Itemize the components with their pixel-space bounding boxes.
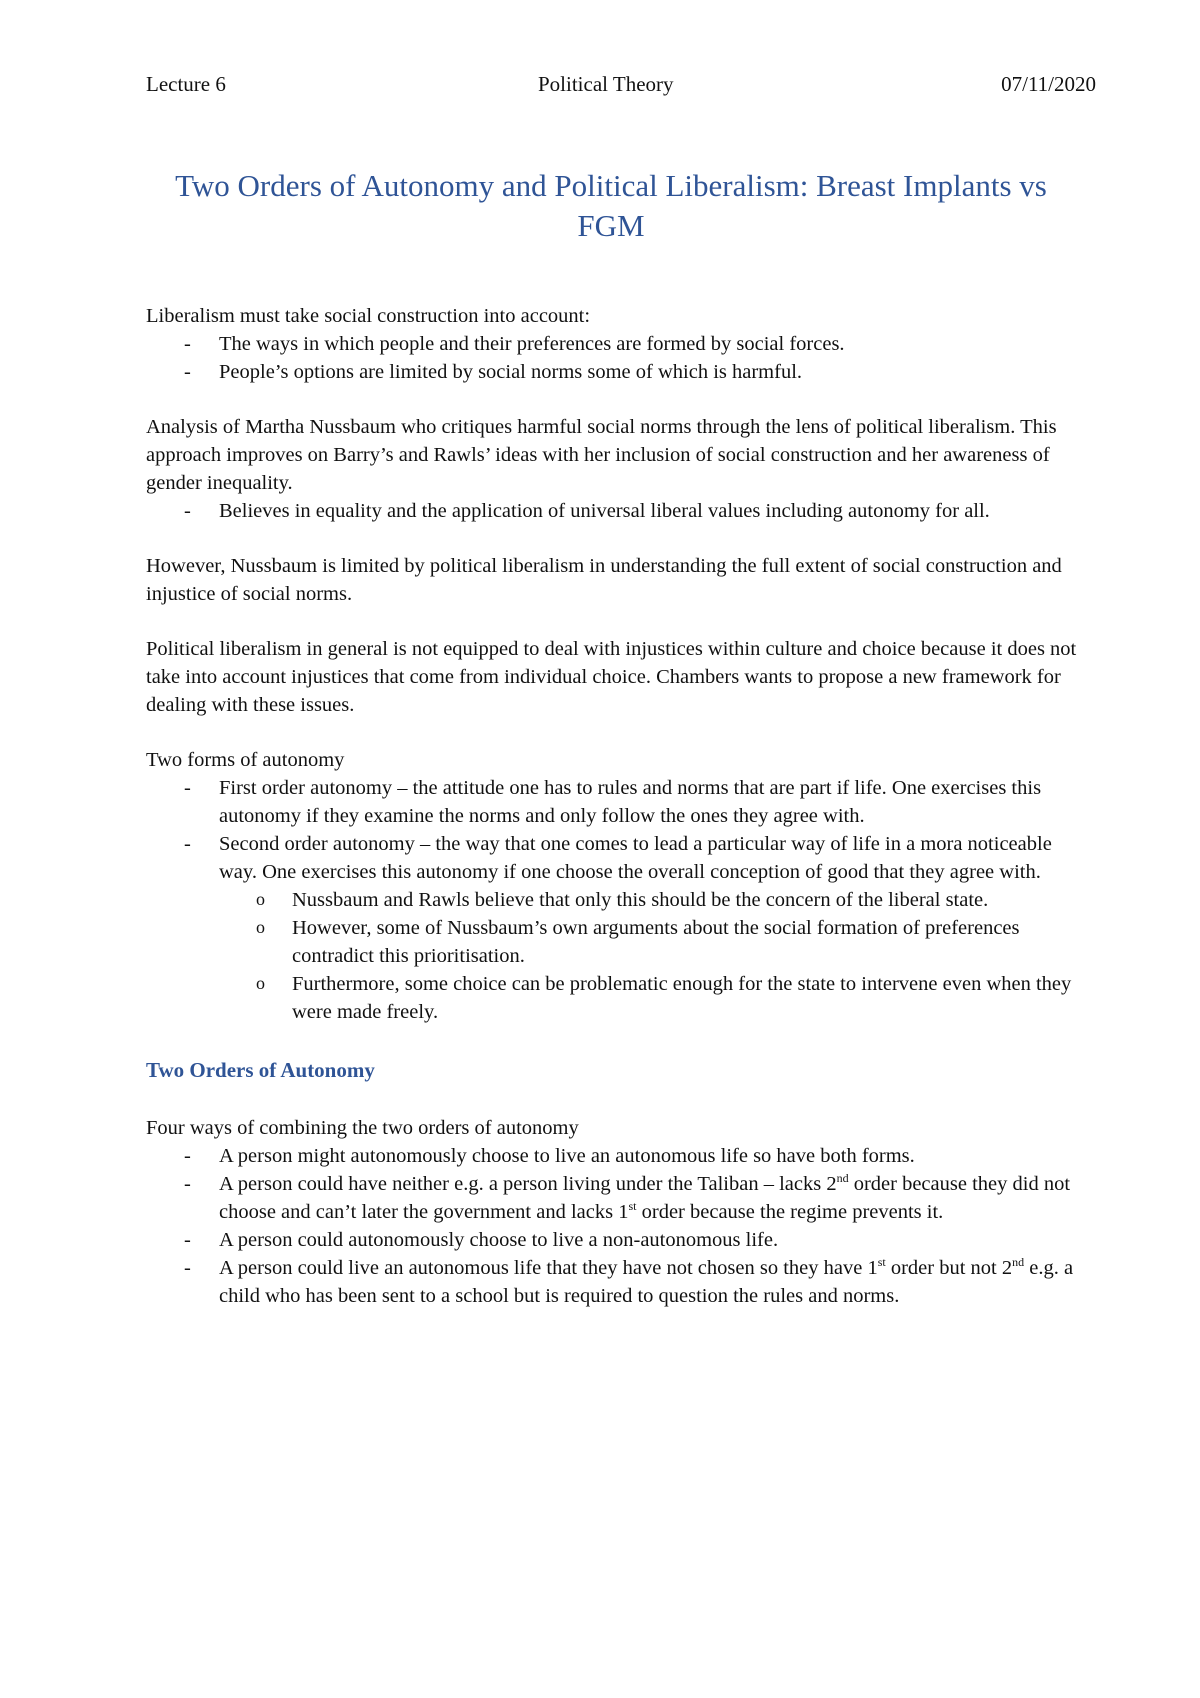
text-run: A person could live an autonomous life that they have not chosen so they have 1 bbox=[219, 1257, 878, 1279]
list-item: - A person might autonomously choose to live an autonomous life so have both forms. bbox=[146, 1142, 1086, 1170]
two-forms-list bbox=[146, 774, 1086, 1026]
list-item: - The ways in which people and their preferences are formed by social forces. bbox=[146, 330, 1086, 358]
combinations-list bbox=[146, 1142, 1086, 1310]
two-forms-lead: Two forms of autonomy bbox=[146, 749, 345, 771]
nussbaum-list bbox=[146, 497, 1086, 525]
list-item-second-order bbox=[146, 830, 1086, 1026]
text-run: order but not 2 bbox=[885, 1257, 1013, 1279]
list-item: - A person could autonomously choose to live a non-autonomous life. bbox=[146, 1226, 1086, 1254]
superscript: nd bbox=[836, 1171, 849, 1185]
list-item-text: First order autonomy – the attitude one has to rules and norms that are part if life. One exercises this autonomy if they examine the norms and only follow the ones they agree with. bbox=[219, 777, 1042, 827]
document-body bbox=[146, 302, 1086, 1310]
list-item: - Believes in equality and the application of universal liberal values including autonomy for all. bbox=[146, 497, 1086, 525]
list-item: - People’s options are limited by social norms some of which is harmful. bbox=[146, 358, 1086, 386]
text-run: e.g. a child who has been sent to a school but is required to question the rules and norms. bbox=[219, 1257, 1074, 1307]
header-subject: Political Theory bbox=[538, 72, 674, 96]
section2-lead: Four ways of combining the two orders of autonomy bbox=[146, 1117, 579, 1139]
sublist-item: o However, some of Nussbaum’s own arguments about the social formation of preferences contradict this prioritisation. bbox=[146, 914, 1086, 970]
sublist-item: o Furthermore, some choice can be problematic enough for the state to intervene even when they were made freely. bbox=[146, 970, 1086, 1026]
list-item bbox=[146, 1170, 1086, 1226]
list-item-first-order bbox=[146, 774, 1086, 830]
list-item-text: Second order autonomy – the way that one comes to lead a particular way of life in a mora noticeable way. One exercises this autonomy if one choose the overall conception of good that they agree with. bbox=[219, 833, 1052, 883]
nussbaum-paragraph: Analysis of Martha Nussbaum who critiques harmful social norms through the lens of political liberalism. This approach improves on Barry’s and Rawls’ ideas with her inclusion of social construction and her awareness of gender inequality. bbox=[146, 416, 1057, 494]
page-header bbox=[146, 72, 1096, 102]
document-title: Two Orders of Autonomy and Political Liberalism: Breast Implants vs FGM bbox=[175, 168, 1047, 243]
intro-list bbox=[146, 330, 1086, 386]
sublist-item: o Nussbaum and Rawls believe that only this should be the concern of the liberal state. bbox=[146, 886, 1086, 914]
superscript: st bbox=[628, 1199, 637, 1213]
intro-lead: Liberalism must take social construction into account: bbox=[146, 305, 591, 327]
header-date: 07/11/2020 bbox=[1001, 72, 1096, 96]
superscript: st bbox=[877, 1255, 886, 1269]
second-order-sublist bbox=[146, 886, 1086, 1026]
however-paragraph: However, Nussbaum is limited by political liberalism in understanding the full extent of social construction and injustice of social norms. bbox=[146, 555, 1062, 605]
political-liberalism-paragraph: Political liberalism in general is not equipped to deal with injustices within culture and choice because it does not take into account injustices that come from individual choice. Chambers wants to propose a new framework for dealing with these issues. bbox=[146, 638, 1077, 716]
text-run: order because the regime prevents it. bbox=[636, 1201, 944, 1223]
text-run: A person could have neither e.g. a person living under the Taliban – lacks 2 bbox=[219, 1173, 837, 1195]
list-item bbox=[146, 1254, 1086, 1310]
header-lecture: Lecture 6 bbox=[146, 72, 226, 96]
text-run: order because they did not choose and can’t later the government and lacks 1 bbox=[219, 1173, 1071, 1223]
superscript: nd bbox=[1012, 1255, 1025, 1269]
section-heading: Two Orders of Autonomy bbox=[146, 1058, 375, 1082]
